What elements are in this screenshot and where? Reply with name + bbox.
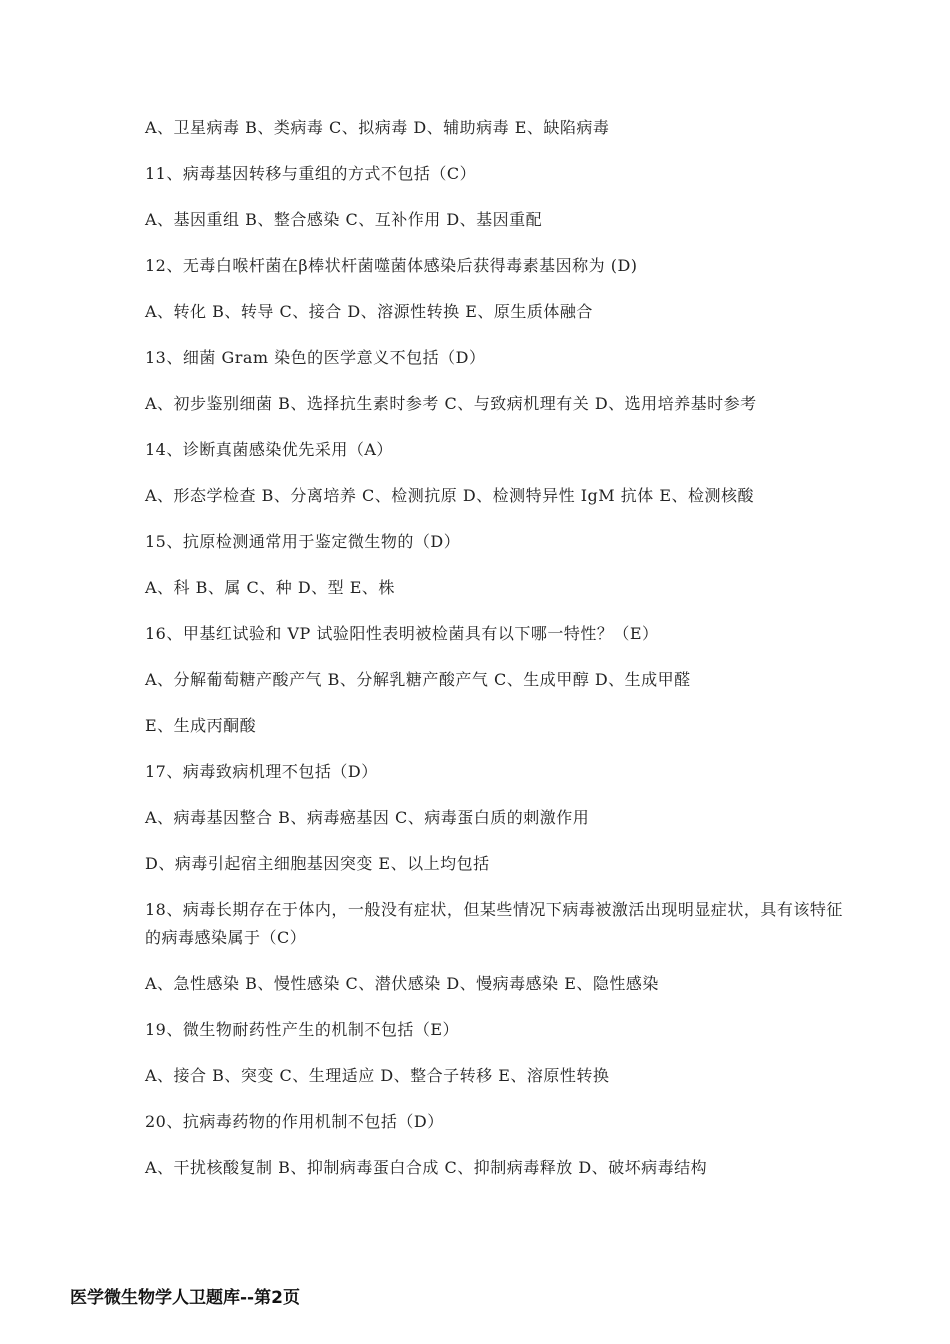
question-line: 19、微生物耐药性产生的机制不包括（E） bbox=[145, 1020, 460, 1039]
question-line: 11、病毒基因转移与重组的方式不包括（C） bbox=[145, 164, 477, 183]
question-list bbox=[145, 114, 855, 1200]
options-line: A、急性感染 B、慢性感染 C、潜伏感染 D、慢病毒感染 E、隐性感染 bbox=[145, 974, 659, 993]
options-line: D、病毒引起宿主细胞基因突变 E、以上均包括 bbox=[145, 854, 490, 873]
question-line: 15、抗原检测通常用于鉴定微生物的（D） bbox=[145, 532, 461, 551]
options-line: A、转化 B、转导 C、接合 D、溶源性转换 E、原生质体融合 bbox=[145, 302, 593, 321]
options-line: E、生成丙酮酸 bbox=[145, 716, 257, 735]
options-line: A、科 B、属 C、种 D、型 E、株 bbox=[145, 578, 395, 597]
options-line: A、基因重组 B、整合感染 C、互补作用 D、基因重配 bbox=[145, 210, 543, 229]
question-line: 13、细菌 Gram 染色的医学意义不包括（D） bbox=[145, 348, 486, 367]
options-line: A、干扰核酸复制 B、抑制病毒蛋白合成 C、抑制病毒释放 D、破坏病毒结构 bbox=[145, 1158, 708, 1177]
question-line: 17、病毒致病机理不包括（D） bbox=[145, 762, 378, 781]
options-line: A、病毒基因整合 B、病毒癌基因 C、病毒蛋白质的刺激作用 bbox=[145, 808, 590, 827]
page-footer: 医学微生物学人卫题库--第2页 bbox=[70, 1288, 300, 1308]
question-line: 16、甲基红试验和 VP 试验阳性表明被检菌具有以下哪一特性？（E） bbox=[145, 624, 659, 643]
text-line: A、卫星病毒 B、类病毒 C、拟病毒 D、辅助病毒 E、缺陷病毒 bbox=[145, 118, 610, 137]
question-line: 12、无毒白喉杆菌在β棒状杆菌噬菌体感染后获得毒素基因称为 (D) bbox=[145, 256, 638, 275]
options-line: A、分解葡萄糖产酸产气 B、分解乳糖产酸产气 C、生成甲醇 D、生成甲醛 bbox=[145, 670, 691, 689]
question-line: 18、病毒长期存在于体内，一般没有症状，但某些情况下病毒被激活出现明显症状，具有该特征的病毒感染属于（C） bbox=[145, 900, 843, 947]
question-line: 20、抗病毒药物的作用机制不包括（D） bbox=[145, 1112, 444, 1131]
options-line: A、接合 B、突变 C、生理适应 D、整合子转移 E、溶原性转换 bbox=[145, 1066, 610, 1085]
options-line: A、初步鉴别细菌 B、选择抗生素时参考 C、与致病机理有关 D、选用培养基时参考 bbox=[145, 394, 757, 413]
options-line: A、形态学检查 B、分离培养 C、检测抗原 D、检测特异性 IgM 抗体 E、检测核酸 bbox=[145, 486, 755, 505]
question-line: 14、诊断真菌感染优先采用（A） bbox=[145, 440, 393, 459]
